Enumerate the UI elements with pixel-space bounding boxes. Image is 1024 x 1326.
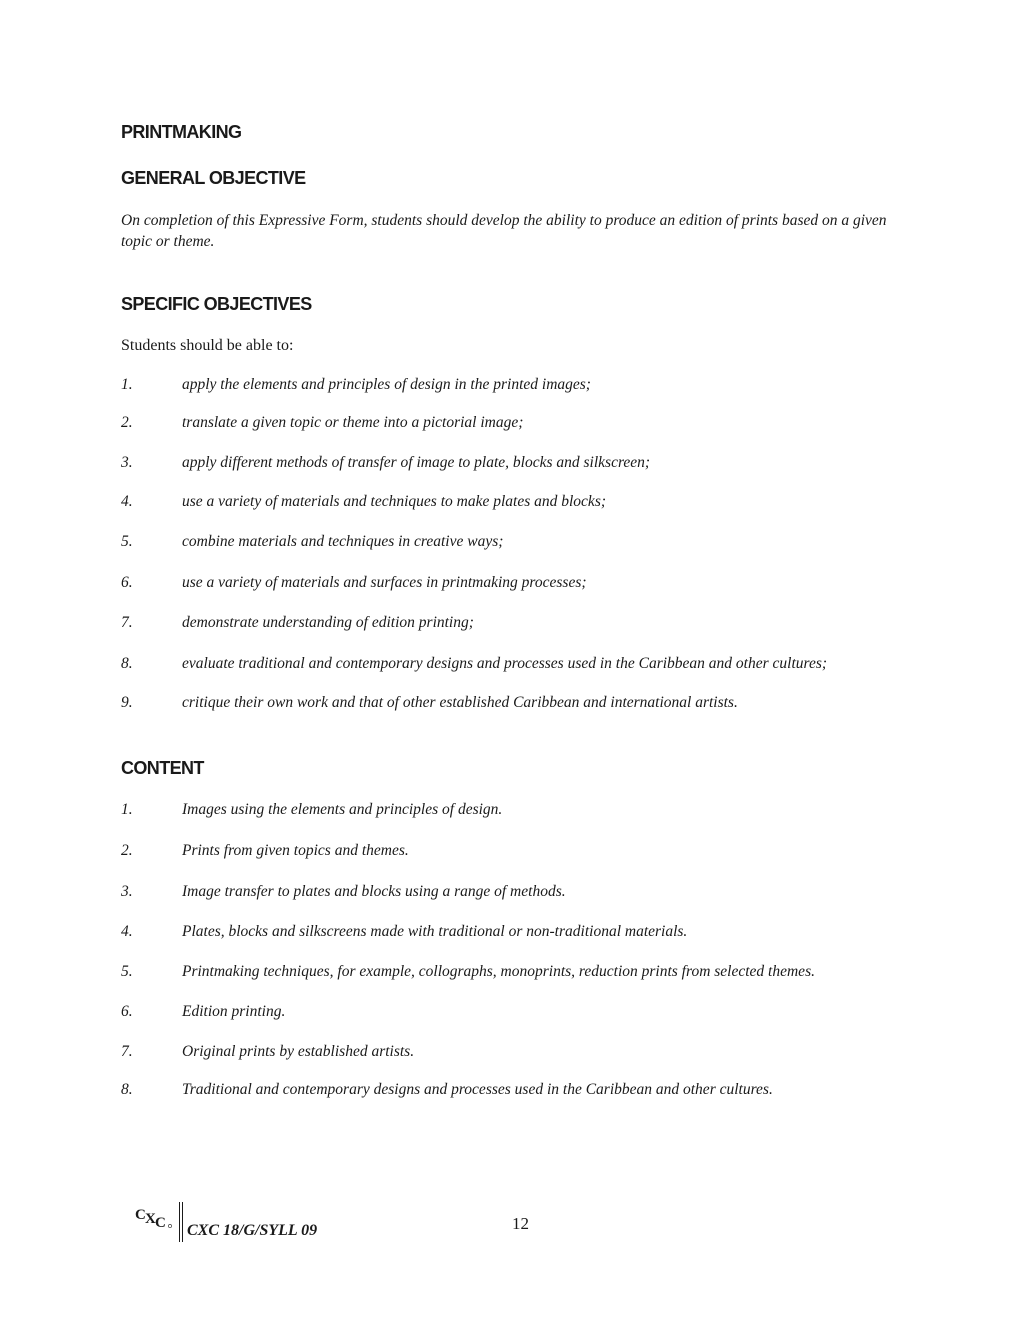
list-item xyxy=(121,1043,901,1065)
syllabus-code: CXC 18/G/SYLL 09 xyxy=(187,1222,318,1239)
specific-objectives-intro: Students should be able to: xyxy=(121,337,294,354)
item-text: apply the elements and principles of design in the printed images; xyxy=(182,376,591,393)
general-objective-text: On completion of this Expressive Form, students should develop the ability to produce an edition of prints based on a given topic or theme. xyxy=(121,212,887,250)
item-number: 6. xyxy=(121,1003,133,1020)
item-text: Image transfer to plates and blocks using a range of methods. xyxy=(182,883,566,900)
item-text: Edition printing. xyxy=(182,1003,286,1020)
item-text: use a variety of materials and techniques to make plates and blocks; xyxy=(182,493,607,510)
list-item xyxy=(121,614,901,636)
page-number: 12 xyxy=(512,1214,529,1233)
item-number: 8. xyxy=(121,1081,133,1098)
item-number: 7. xyxy=(121,614,133,631)
general-objective-heading: GENERAL OBJECTIVE xyxy=(121,168,306,188)
logo-letter-c2: C xyxy=(155,1215,166,1231)
item-number: 8. xyxy=(121,655,133,672)
list-item xyxy=(121,655,901,677)
logo-letter-c1: C xyxy=(135,1207,146,1223)
item-text: apply different methods of transfer of image to plate, blocks and silkscreen; xyxy=(182,454,651,471)
logo-registered-mark xyxy=(168,1224,171,1227)
item-number: 5. xyxy=(121,533,133,550)
item-text: Images using the elements and principles of design. xyxy=(182,801,503,818)
item-number: 5. xyxy=(121,963,133,980)
item-number: 4. xyxy=(121,923,133,940)
item-text: use a variety of materials and surfaces in printmaking processes; xyxy=(182,574,587,591)
list-item xyxy=(121,533,901,555)
item-text: Traditional and contemporary designs and processes used in the Caribbean and other cultures. xyxy=(182,1081,773,1098)
list-item xyxy=(121,1003,901,1025)
content-heading: CONTENT xyxy=(121,758,204,778)
logo-letter-x: X xyxy=(145,1211,156,1227)
item-number: 2. xyxy=(121,414,133,431)
list-item xyxy=(121,694,901,716)
list-item xyxy=(121,883,901,905)
list-item xyxy=(121,376,901,398)
list-item xyxy=(121,454,901,476)
list-item xyxy=(121,414,901,436)
item-text: Original prints by established artists. xyxy=(182,1043,415,1060)
item-number: 7. xyxy=(121,1043,133,1060)
item-text: Plates, blocks and silkscreens made with traditional or non-traditional materials. xyxy=(182,923,688,940)
specific-objectives-heading: SPECIFIC OBJECTIVES xyxy=(121,294,312,314)
list-item xyxy=(121,493,901,515)
cxc-logo-icon xyxy=(134,1202,174,1232)
item-number: 2. xyxy=(121,842,133,859)
item-text: combine materials and techniques in creative ways; xyxy=(182,533,504,550)
item-number: 1. xyxy=(121,801,133,818)
list-item xyxy=(121,1081,901,1103)
list-item xyxy=(121,574,901,596)
footer-divider xyxy=(179,1202,183,1242)
item-number: 6. xyxy=(121,574,133,591)
list-item xyxy=(121,923,901,945)
item-number: 9. xyxy=(121,694,133,711)
section-title: PRINTMAKING xyxy=(121,122,242,142)
item-text: Printmaking techniques, for example, collographs, monoprints, reduction prints from selected themes. xyxy=(182,963,815,980)
item-text: evaluate traditional and contemporary designs and processes used in the Caribbean and other cultures; xyxy=(182,655,828,672)
list-item xyxy=(121,963,901,985)
item-text: Prints from given topics and themes. xyxy=(182,842,409,859)
item-number: 3. xyxy=(121,883,133,900)
item-text: critique their own work and that of other established Caribbean and international artists. xyxy=(182,694,738,711)
list-item xyxy=(121,842,901,864)
item-number: 3. xyxy=(121,454,133,471)
item-number: 4. xyxy=(121,493,133,510)
item-text: demonstrate understanding of edition printing; xyxy=(182,614,474,631)
item-number: 1. xyxy=(121,376,133,393)
item-text: translate a given topic or theme into a pictorial image; xyxy=(182,414,524,431)
list-item xyxy=(121,801,901,823)
